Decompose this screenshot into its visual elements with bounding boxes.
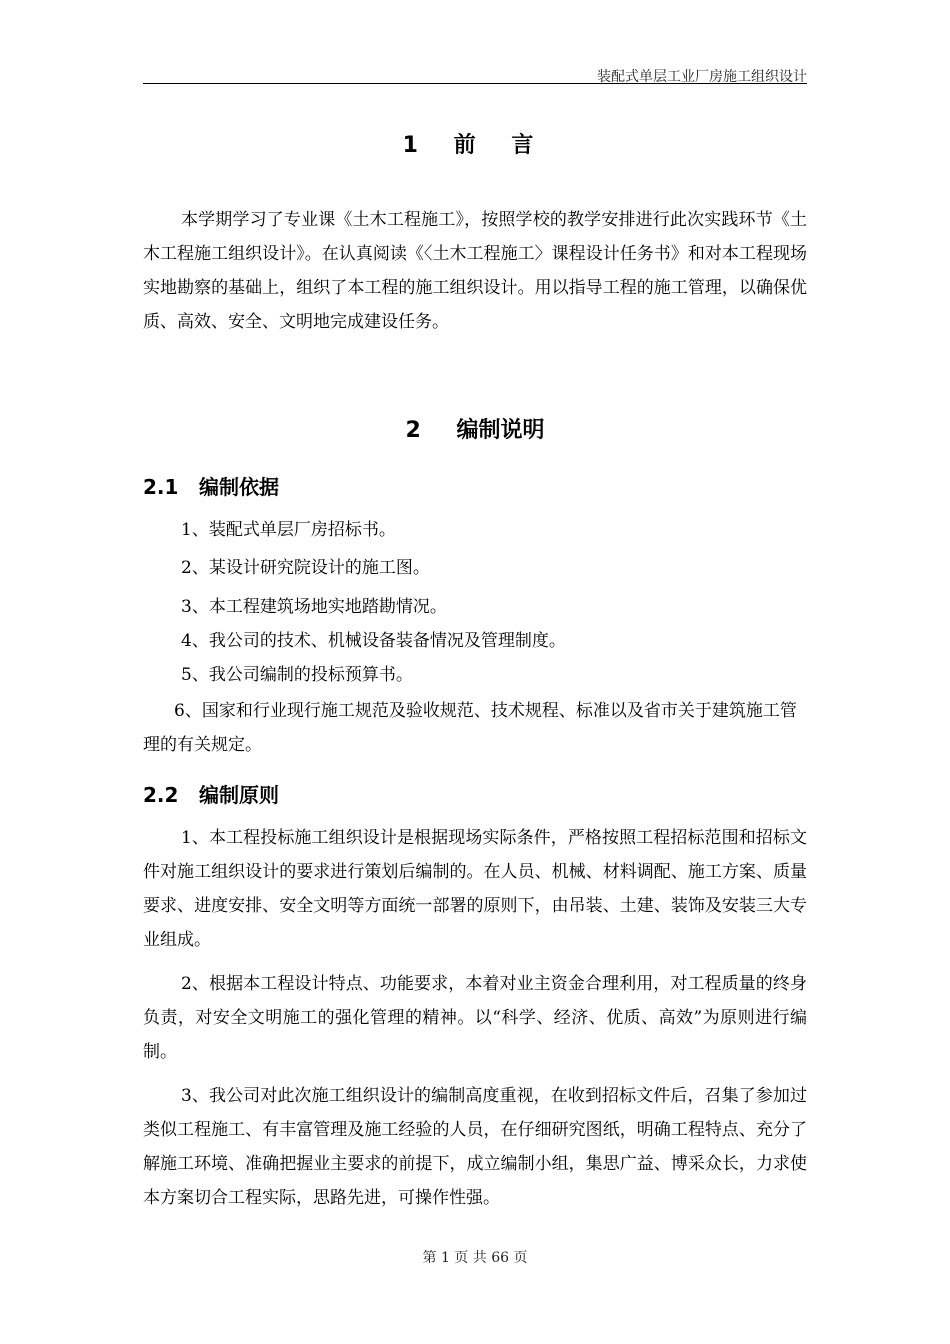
subsection-2-2-title: 编制原则	[199, 783, 279, 807]
subsection-2-1-heading	[143, 471, 279, 500]
principle-paragraph-2: 2、根据本工程设计特点、功能要求，本着对业主资金合理利用，对工程质量的终身负责，对安全文明施工的强化管理的精神。以“科学、经济、优质、高效”为原则进行编制。	[143, 974, 807, 1062]
section-2-title: 编制说明	[456, 418, 545, 443]
principle-paragraph-1: 1、本工程投标施工组织设计是根据现场实际条件，严格按照工程招标范围和招标文件对施工组织设计的要求进行策划后编制的。在人员、机械、材料调配、施工方案、质量要求、进度安排、安全文明等方面统一部署的原则下，由吊装、土建、装饰及安装三大专业组成。	[143, 828, 807, 950]
section-1-title: 前 言	[453, 133, 548, 158]
header-rule	[143, 83, 807, 84]
page-number-footer: 第 1 页 共 66 页	[422, 1250, 528, 1266]
subsection-2-1-title: 编制依据	[199, 475, 279, 499]
principle-paragraph-3: 3、我公司对此次施工组织设计的编制高度重视，在收到招标文件后，召集了参加过类似工程施工、有丰富管理及施工经验的人员，在仔细研究图纸，明确工程特点、充分了解施工环境、准确把握业主要求的前提下，成立编制小组，集思广益、博采众长，力求使本方案切合工程实际，思路先进，可操作性强。	[143, 1086, 807, 1208]
section-1-number: 1	[402, 133, 418, 158]
subsection-2-2-number: 2.2	[143, 783, 179, 807]
section-1-heading	[0, 128, 950, 159]
basis-item-3: 3、本工程建筑场地实地踏勘情况。	[181, 597, 447, 617]
section-2-heading	[0, 413, 950, 444]
subsection-2-1-number: 2.1	[143, 475, 179, 499]
basis-item-5: 5、我公司编制的投标预算书。	[181, 665, 413, 685]
basis-item-1: 1、装配式单层厂房招标书。	[181, 520, 396, 540]
running-header: 装配式单层工业厂房施工组织设计	[597, 69, 807, 85]
basis-item-2: 2、某设计研究院设计的施工图。	[181, 558, 430, 578]
basis-item-4: 4、我公司的技术、机械设备装备情况及管理制度。	[181, 631, 566, 651]
section-2-number: 2	[405, 418, 421, 443]
basis-item-6: 6、国家和行业现行施工规范及验收规范、技术规程、标准以及省市关于建筑施工管理的有关规定。	[143, 701, 797, 755]
subsection-2-2-heading	[143, 779, 279, 808]
preface-paragraph: 本学期学习了专业课《土木工程施工》，按照学校的教学安排进行此次实践环节《土木工程施工组织设计》。在认真阅读《〈土木工程施工〉课程设计任务书》和对本工程现场实地勘察的基础上，组织了本工程的施工组织设计。用以指导工程的施工管理，以确保优质、高效、安全、文明地完成建设任务。	[143, 210, 807, 332]
